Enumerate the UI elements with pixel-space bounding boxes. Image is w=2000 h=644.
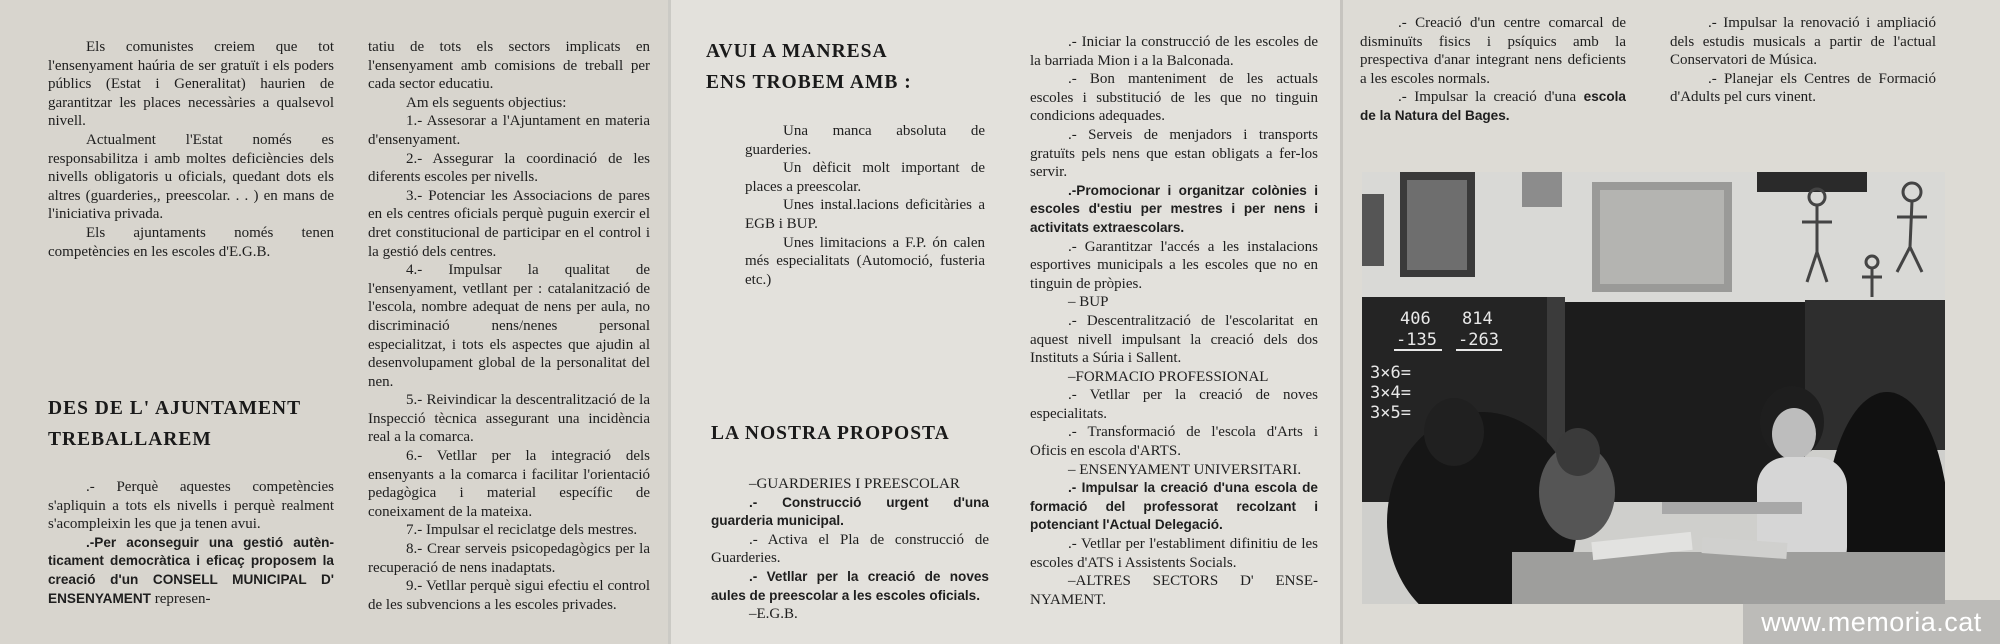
proposal-item: .- Vetllar per la creació de noves especialitats. — [1030, 387, 1318, 422]
consell-paragraph — [48, 534, 334, 608]
proposal-section: –FORMACIO PROFESSIONAL — [1068, 368, 1269, 385]
watermark: www.memoria.cat — [1743, 600, 2000, 644]
proposal-section: – ENSENYAMENT UNIVERSITARI. — [1068, 461, 1302, 478]
proposal-item — [1360, 88, 1626, 125]
objective-item: 8.- Crear serveis psicopedagògics per la recuperació de nens inadaptats. — [368, 541, 650, 576]
intro-paragraph: Els comunistes creiem que tot l'ensenyament haúria de ser gratuït i els poders públics (Estat i Generalitat) haurien de garantitzar les places necessàries a qualsevol nivell. — [48, 39, 334, 130]
proposal-item-bold: .- Impulsar la creació d'una escola de formació del professorat recolzant i potenciant l'Actual Delegació. — [1030, 480, 1318, 533]
natura-plain-text: .- Impulsar la creació d'una — [1398, 89, 1584, 106]
intro-paragraph: Els ajuntaments només tenen competències en les escoles d'E.G.B. — [48, 224, 334, 260]
proposal-item: .- Creació d'un centre comarcal de disminuïts fisics i psíquics amb la prespectiva d'anar integrant nens deficients a les escoles normals. — [1360, 15, 1626, 87]
proposal-item-bold: .- Vetllar per la creació de noves aules de preescolar a les escoles oficials. — [711, 568, 989, 603]
objective-item: 2.- Assegurar la coordinació de les diferents escoles per nivells. — [368, 150, 650, 186]
proposal-item: .- Vetllar per l'establiment difinitiu de les escoles d'ATS i Assistents Socials. — [1030, 536, 1318, 571]
proposal-section: – BUP — [1068, 294, 1109, 311]
ajuntament-column — [48, 478, 334, 608]
proposal-section: –GUARDERIES I PREESCOLAR — [749, 476, 960, 492]
intro-paragraph: Actualment l'Estat només es responsabilitza i amb moltes deficiències dels nivells obligatoris u oficials, quedant dots els altres (guarderies,, preescolar. . . ) en mans de l'iniciativa privada. — [48, 131, 334, 223]
fold-line — [668, 0, 671, 644]
objective-item: 3.- Potenciar les Associacions de pares en els centres oficials perquè puguin exercir el dret constitucional de participar en el control i la gestió dels centres. — [368, 187, 650, 260]
proposal-section: –ALTRES SECTORS D' ENSENYAMENT. — [1030, 573, 1318, 608]
chalk-number: -135 — [1396, 330, 1437, 350]
problem-item: Unes instal.lacions deficitàries a EGB i BUP. — [745, 197, 985, 232]
heading-proposta: LA NOSTRA PROPOSTA — [711, 423, 950, 444]
classroom-photo — [1362, 172, 1945, 604]
objective-item: 1.- Assesorar a l'Ajuntament en materia d'ensenyament. — [368, 113, 650, 148]
objectives-column — [368, 38, 650, 614]
right-column-1 — [1360, 14, 1626, 126]
panel-middle — [668, 0, 1340, 644]
proposal-item: .- Impulsar la renovació i ampliació dels estudis musicals a partir de l'actual Conservatori de Música. — [1670, 15, 1936, 69]
right-column-2 — [1670, 14, 1936, 107]
heading-manresa: AVUI A MANRESA ENS TROBEM AMB : — [706, 41, 912, 93]
problem-item: Unes limitacions a F.P. ón calen més especialitats (Automoció, fusteria etc.) — [745, 234, 985, 288]
proposal-section: –E.G.B. — [749, 606, 798, 623]
chalk-number: 406 — [1400, 309, 1431, 329]
objectives-continuation: tatiu de tots els sectors implicats en l'ensenyament amb comisions de treball per cada sector educatiu. — [368, 39, 650, 93]
ajuntament-paragraph: .- Perquè aquestes competències s'apliquin a tots els nivells i perquè realment s'acompleixin les que ja tenen avui. — [48, 479, 334, 533]
chalk-number: 814 — [1462, 309, 1493, 329]
proposal-item-bold: .- Construcció urgent d'una guarderia municipal. — [711, 494, 989, 529]
proposal-item: .- Serveis de menjadors i transports gratuïts pels nens que estan obligats a fer-los servir. — [1030, 126, 1318, 181]
problems-column — [745, 122, 985, 289]
proposal-item: .- Transformació de l'escola d'Arts i Oficis en escola d'ARTS. — [1030, 424, 1318, 460]
chalk-number: 3×4= — [1370, 383, 1411, 403]
proposal-item-bold: .-Promocionar i organitzar colònies i escoles d'estiu per mestres i per nens i activitats extraescolars. — [1030, 182, 1318, 235]
problem-item: Un dèficit molt important de places a preescolar. — [745, 160, 985, 195]
panel-left — [0, 0, 668, 644]
consell-bold-text: .-Per aconseguir una gestió autènticament democràtica i eficaç proposem la creació d'un CONSELL MUNICIPAL D' ENSENYAMENT — [48, 534, 334, 606]
objective-item: 7.- Impulsar el reciclatge dels mestres. — [406, 522, 638, 539]
proposal-item: .- Garantitzar l'accés a les instalacions esportives municipals a les escoles que no en tinguin de pròpies. — [1030, 238, 1318, 292]
consell-tail-text: represen- — [150, 590, 211, 607]
chalk-number: -263 — [1458, 330, 1499, 350]
objectives-intro: Am els seguents objectius: — [406, 94, 567, 111]
proposal-item: .- Planejar els Centres de Formació d'Adults pel curs vinent. — [1670, 70, 1936, 106]
proposal-column — [711, 475, 989, 624]
intro-column — [48, 38, 334, 261]
objective-item: 9.- Vetllar perquè sigui efectiu el control de les subvencions a les escoles privades. — [368, 578, 650, 613]
problem-item: Una manca absoluta de guarderies. — [745, 123, 985, 158]
objective-item: 5.- Reivindicar la descentralització de la Inspecció tècnica assegurant una incidència real a la comarca. — [368, 392, 650, 446]
fold-line — [1340, 0, 1343, 644]
proposal-item: .- Bon manteniment de les actuals escoles i substitució de les que no tinguin condicions adequades. — [1030, 71, 1318, 125]
heading-ajuntament: DES DE L' AJUNTAMENT TREBALLAREM — [48, 398, 302, 450]
proposal-item: .- Descentralització de l'escolaritat en aquest nivell impulsant la creació dels dos Instituts a Súria i Sallent. — [1030, 312, 1318, 367]
proposal-item: .- Activa el Pla de construcció de Guarderies. — [711, 531, 989, 567]
proposal-continuation-column — [1030, 33, 1318, 609]
natura-bold-text: escola de la Natura del Bages. — [1360, 89, 1626, 123]
chalk-number: 3×6= — [1370, 363, 1411, 383]
objective-item: 4.- Impulsar la qualitat de l'ensenyament, vetllant per : catalanització de l'escola, nombre adequat de nens per aula, no discriminació nens/nenes personal especialitzat, i tots els aspectes que ajudin al desenvolupament global de la personalitat del nen. — [368, 262, 650, 390]
objective-item: 6.- Vetllar per la integració dels ensenyants a la comarca i facilitar l'orientació pedagògica i material específic de coneixament de la mateixa. — [368, 448, 650, 520]
chalk-number: 3×5= — [1370, 403, 1411, 423]
proposal-item: .- Iniciar la construcció de les escoles de la barriada Mion i a la Balconada. — [1030, 34, 1318, 69]
